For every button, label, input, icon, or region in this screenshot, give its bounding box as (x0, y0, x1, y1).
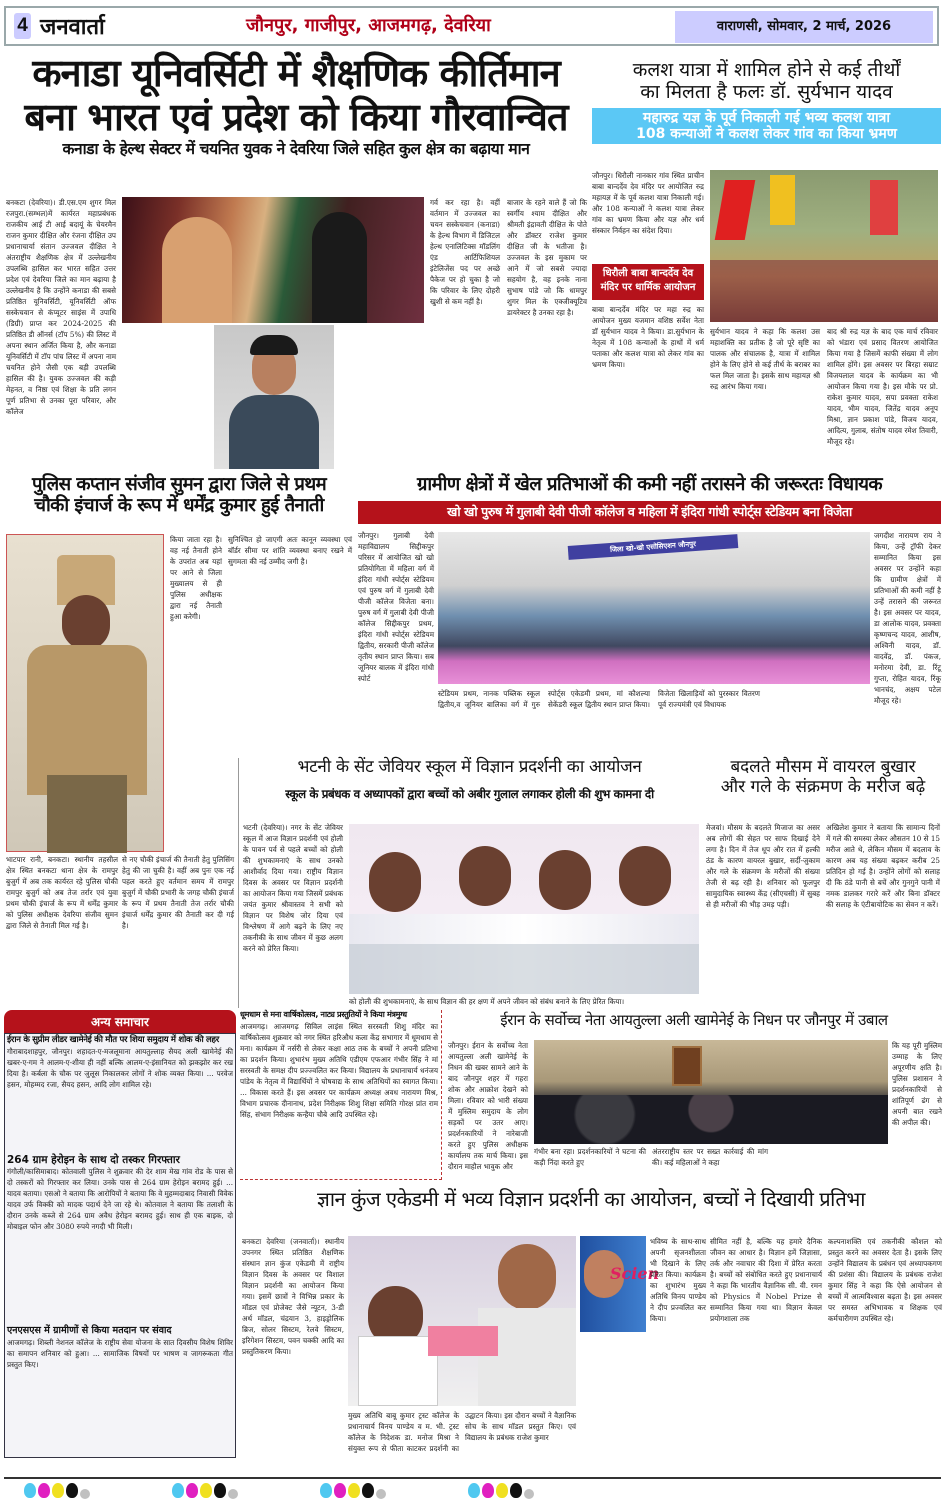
procession-photo (710, 170, 938, 322)
story-kho (358, 474, 941, 754)
headline: कनाडा यूनिवर्सिटी में शैक्षणिक कीर्तिमान (32, 51, 560, 95)
dateline: वाराणसी, सोमवार, 2 मार्च, 2026 (675, 11, 933, 43)
registration-dot (510, 1483, 522, 1498)
article-column: किया जाता रहा है। वह नई तैनाती होने के उपरांत अब यहां पर आने से जिला मुख्यालय से ही पुलिस अधीक्षक द्वारा नई तैनाती हुआ करेगी। (170, 535, 222, 621)
headline-2: चौकी इंचार्ज के रूप में धर्मेंद्र कुमार हुई तैनाती (34, 495, 324, 517)
district-list: जौनपुर, गाजीपुर, आजमगढ़, देवरिया (246, 15, 491, 36)
band-line: महारुद्र यज्ञ के पूर्व निकाली गई भव्य कलश यात्रा (642, 109, 891, 126)
other-news-section (4, 1010, 236, 1460)
article-column: मेजवां। मौसम के बदलते मिजाज का असर अब लोगों की सेहत पर साफ दिखाई देने लगा है। दिन में तेज धूप और रात में हल्की ठंड के कारण वायरल बुखार, सर्दी-जुकाम और गले के संक्रमण के मरीजों की संख्या तेजी से बढ़ रही है। शनिवार को फूलपुर सामुदायिक स्वास्थ्य केंद्र (सीएचसी) में सुबह से ही मरीजों की भीड़ उमड़ पड़ी। (706, 823, 820, 909)
headline: कलश यात्रा में शामिल होने से कई तीर्थों (632, 59, 901, 81)
photo-sign: Scien (610, 1264, 660, 1283)
registration-marks (320, 1483, 388, 1502)
story-canada (4, 52, 588, 470)
article-column: कल्पनाशक्ति एवं तकनीकी कौशल को प्रस्तुत करने का अवसर देता है। इसके लिए उन्होंने विद्यालय के प्रबंधन एवं अध्यापकगण की प्रशंसा की। विद्यालय के प्रबंधक राजेश कुमार सिंह ने कहा कि ऐसे आयोजन से बच्चों में आत्मविश्वास बढ़ता है। इस अवसर पर समस्त अभिभावक व शिक्षक एवं कर्मचारीगण उपस्थित रहे। (828, 1237, 942, 1323)
registration-dot (186, 1483, 198, 1498)
article-column: सीमित नहीं है, बल्कि यह हमारे दैनिक जीवन का आधार है। विज्ञान हमें जिज्ञासा, तर्क और नवाचार की दिशा में प्रेरित करता है। बच्चों को संबोधित करते हुए प्रधानाचार्य ने कहा कि भारतीय वैज्ञानिक सी. वी. रमन को Physics में Nobel Prize से सम्मानित किया गया था। विज्ञान केवल प्रयोगशाला तक (710, 1237, 822, 1323)
story-kalash (592, 60, 941, 470)
section-title: अन्य समाचार (4, 1010, 236, 1033)
registration-dot (376, 1489, 386, 1499)
article-column: भविष्य के साथ-साथ अपनी सृजनशीलता भी दिखाने के लिए प्रेरित किया। कार्यक्रम का शुभारंभ मुख्य अतिथि विनय पाण्डेय ने दीप प्रज्वलित कर किया। (650, 1237, 706, 1323)
article-body: आजमगढ़। आजमगढ़ सिविल लाइंस स्थित सरस्वती शिशु मंदिर का वार्षिकोत्सव शुक्रवार को नगर स्थित हरिऔध कला केंद्र सभागार में धूमधाम से मना। कार्यक्रम में नर्सरी से लेकर कक्षा आठ तक के बच्चों ने अपनी प्रतिभा का प्रदर्शन किया। शुभारंभ मुख्य अतिथि एडीएम एफआर गंभीर सिंह ने मां सरस्वती के समक्ष दीप प्रज्ज्वलित कर किया। विद्यालय के प्रधानाचार्य धनंजय पांडेय के नेतृत्व में विद्यार्थियों ने घोषवाद्य के साथ अतिथियों का स्वागत किया। ... विकास करते हैं। इस अवसर पर कार्यक्रम अध्यक्ष अवध नारायण मिश्र, विभाग प्रचारक दीनानाथ, प्रदेश निरीक्षक शिशु शिक्षा समिति गोरक्ष प्रांत राम सिंह, संभाग निरीक्षक कन्हैया चौबे आदि उपस्थित रहे। (240, 1022, 438, 1120)
photo-caption: को होली की शुभकामनाएं, के साथ विज्ञान की हर क्षण में अपने जीवन को संबंध बनाने के लिए प्रेरित किया। (349, 997, 625, 1006)
highlight-band: खो खो पुरुष में गुलाबी देवी पीजी कॉलेज व महिला में इंदिरा गांधी स्पोर्ट्स स्टेडियम बना विजेता (358, 501, 941, 523)
registration-dot (200, 1483, 212, 1498)
article-column: से नए चौकी इंचार्ज की तैनाती हेतु पुलिसिंग हेतु की जा चुकी है। वहीं अब पुनः एक नई पहल करते हुए वर्तमान समय में रामपुर बुजुर्ग में चौकी प्रभारी के जगह चौकी इंचार्ज के रूप में प्रथम तैनाती तेज तर्रार चौकी इंचार्ज धर्मेंद्र कुमार की तैनाती कर दी गई है। (122, 855, 234, 930)
officer-photo (6, 534, 164, 852)
article-column: बनकटा देवरिया (जनवार्ता)। स्थानीय उपनगर स्थित प्रतिष्ठित शैक्षणिक संस्थान ज्ञान कुंज एकेडमी में राष्ट्रीय विज्ञान दिवस के अवसर पर विशाल विज्ञान प्रदर्शनी का आयोजन किया गया। इसमें छात्रों ने विभिन्न प्रकार के मॉडल एवं प्रोजेक्ट जैसे न्यूटन, 3-डी अर्थ मॉडल, चंद्रयान 3, हाइड्रोलिक ब्रिज, सोलर सिस्टम, रेलवे सिस्टम, इरिगेशन सिस्टम, पवन चक्की आदि का प्रस्तुतिकरण किया। (242, 1237, 344, 1356)
article-column: अंतरराष्ट्रीय स्तर पर सख्त कार्रवाई की मांग की। कई महिलाओं ने कहा (652, 1147, 768, 1167)
principal-photo (580, 1236, 660, 1332)
headline-2: बना भारत एवं प्रदेश को किया गौरवान्वित (24, 94, 568, 139)
highlight-band (592, 108, 941, 144)
article-column: बाद श्री रुद्र यज्ञ के बाद एक मार्च रविवार को भंडारा एवं प्रसाद वितरण आयोजित किया गया है जिसमें काफी संख्या में लोग शामिल होंगे। इस अवसर पर बिरहा सम्राट विजयलाल यादव के कार्यक्रम का भी आयोजन किया गया है। इस मौके पर प्रो. राकेश कुमार यादव, सपा प्रवक्ता राकेश यादव, भीम यादव, जितेंद्र यादव अनूप मिश्रा, ज्ञान प्रकाश पांडे, विजय यादव, आदित्य, गुलाब, संतोष यादव रमेश तिवारी, मौजूद रहे। (827, 327, 938, 446)
article-column: सुनिश्चित हो जाएगी अतः कानून व्यवस्था एवं बॉर्डर सीमा पर शांति व्यवस्था बनाए रखने में सुगमता की नई उम्मीद जगी है। (228, 535, 352, 566)
registration-dot (348, 1483, 360, 1498)
article-column: बाजार के रहने वाले हैं जो कि स्वर्गीय श्याम दीक्षित और श्रीमती इंद्रावती दीक्षित के पोते और डॉक्टर राजेश कुमार दीक्षित जी के भतीजा है। उज्जवल के इस मुकाम पर आने में जो सबसे ज्यादा सहयोग है, वह इनके नाना सुभाष पांडे जो कि धामपुर शुगर मिल के एक्जीक्यूटिव डायरेक्टर है उनका रहा है। (507, 198, 587, 317)
subheadline: स्कूल के प्रबंधक व अध्यापकों द्वारा बच्चों को अबीर गुलाल लगाकर होली की शुभ कामना दी (285, 786, 654, 801)
story-iran (446, 1012, 942, 1182)
article-column: कि यह पूरी मुस्लिम उम्माह के लिए अपूरणीय क्षति है। पुलिस प्रशासन ने प्रदर्शनकारियों से शांतिपूर्ण ढंग से अपनी बात रखने की अपील की। (892, 1041, 942, 1127)
registration-dot (52, 1483, 64, 1498)
registration-marks (172, 1483, 240, 1502)
team-photo (438, 532, 870, 684)
story-annual (240, 1010, 442, 1180)
exhibition-photo (348, 1236, 576, 1406)
headline: ज्ञान कुंज एकेडमी में भव्य विज्ञान प्रदर्शनी का आयोजन, बच्चों ने दिखायी प्रतिभा (317, 1187, 865, 1211)
registration-dot (228, 1489, 238, 1499)
registration-dot (24, 1483, 36, 1498)
registration-dot (38, 1483, 50, 1498)
story-science-bhatni (238, 758, 700, 1008)
band-line-2: 108 कन्याओं ने कलश लेकर गांव का किया भ्रमण (636, 125, 897, 142)
article-column: भटनी (देवरिया)। नगर के सेंट जेवियर स्कूल में आज विज्ञान प्रदर्शनी एवं होली के पावन पर्व से पहले बच्चों को होली की शुभकामनाएं के साथ उनको आशीर्वाद दिया गया। राष्ट्रीय विज्ञान दिवस के अवसर पर विज्ञान प्रदर्शनी का आयोजन किया गया जिसमें प्रबंधक जयंत कुमार श्रीवास्तव ने सभी को विज्ञान पर विशेष जोर दिया एवं विश्लेषण में आगे बढ़ने के लिए नए तकनीकी के साथ जीवन में कुछ अलग करने को प्रेरित किया। (243, 823, 343, 953)
article-column: गर्व कर रहा है। वहीं वर्तमान में उज्जवल का चयन सस्केचवान (कनाडा) के हेल्थ विभाग में डिजिटल हेल्थ एनालिटिक्स मॉडलिंग एंड आर्टिफिशियल इंटेलिजेंस पद पर अच्छे पैकेज पर हो चुका है जो कि परिवार के लिए दोहरी खुशी से कम नहीं है। (430, 198, 500, 306)
headline-2: और गले के संक्रमण के मरीज बढ़े (720, 776, 926, 797)
caption-row: स्टेडियम प्रथम, नानक पब्लिक स्कूल द्वितीय,व जूनियर बालिका वर्ग में गुरु स्पोर्ट्स एकेडमी प्रथम, मां कौशल्या सेकेंडरी स्कूल द्वितीय स्थान प्राप्त किया। विजेता खिलाड़ियों को पुरस्कार वितरण पूर्व राज्यमंत्री एवं विधायक (438, 689, 760, 709)
article-column: जौनपुर। धिरौली नानकार गांव स्थित प्राचीन बाबा बान्दर्देव देव मंदिर पर आयोजित रुद्र महायज्ञ में के पूर्व कलश यात्रा निकाली गई। और 108 कन्याओं ने कलश यात्रा लेकर गांव का भ्रमण किया और यज्ञ और धर्म संस्कार निर्वहन का संदेश दिया। (592, 171, 704, 235)
headline: ग्रामीण क्षेत्रों में खेल प्रतिभाओं की कमी नहीं तरासने की जरूरतः विधायक (416, 474, 883, 495)
paper-name: जनवार्ता (40, 15, 105, 40)
article-column: जगदीश नारायण राय ने किया, उन्हें ट्रॉफी देकर सम्मानित किया इस अवसर पर उन्होंने कहा कि ग्रामीण क्षेत्रों में प्रतिभाओं की कमी नहीं है उन्हें तरासने की जरूरत है। इस अवसर पर यादव, डा आलोक यादव, प्रवक्ता कृष्णचन्द यादव, आशीष, अश्विनी यादव, डॉ. वादवेंद्र, डॉ. पंकज, मनोरमा देवी, डा. रिंटू गुप्ता, रोहित यादव, रिंकू भानचंद, अक्षय पटेल मौजूद रहे। (874, 531, 941, 705)
registration-dot (496, 1483, 508, 1498)
story-police (4, 474, 354, 754)
article-column: भाटपार रानी, बनकटा। स्थानीय तहसील क्षेत्र स्थित बनकटा थाना क्षेत्र के रामपुर बुजुर्ग में अब तक कार्यरत रहे पुलिस चौकी रामपुर बुजुर्ग को अब तेज तर्रार एवं युवा प्रथम चौकी इंचार्ज के रूप में धर्मेंद्र कुमार को पुलिस अधीक्षक देवरिया संजीव सुमन द्वारा जिले से तैनाती मिल गई है। (6, 855, 118, 930)
story-gyan (240, 1188, 942, 1463)
news-item-body: गौराबादशाहपुर, जौनपुर। शहादत-ए-मजलूमाना आयतुल्लाह सैयद अली खामेनेई की खबर-ए-गम ने आलम-ए-शीया ही नहीं बल्कि आलम-ए-इंसानियत को झकझोर कर रख दिया है। कर्बला के चौक पर जुलूस निकालकर लोगों ने शोक व्यक्त किया। ... परवेज हसन, मोहम्मद रजा, सैयद हसन, आदि लोग शामिल रहे। (7, 1046, 233, 1089)
article-column: गंभीर बना रहा। प्रदर्शनकारियों ने घटना की कड़ी निंदा करते हुए (534, 1147, 646, 1167)
portrait-photo (214, 325, 334, 469)
news-item-title: 264 ग्राम हेरोइन के साथ दो तस्कर गिरफ्तार (7, 1153, 180, 1166)
headline: ईरान के सर्वोच्च नेता आयतुल्ला अली खामेनेई के निधन पर जौनपुर में उबाल (500, 1011, 888, 1029)
bottom-rule (4, 1477, 941, 1479)
headline: बदलते मौसम में वायरल बुखार (730, 757, 916, 777)
page-number: 4 (14, 13, 31, 39)
headline: धूमधाम से मना वार्षिकोत्सव, नाट्य प्रस्तुतियों ने किया मंत्रमुग्ध (240, 1010, 407, 1019)
subhead-box: धिरौली बाबा बान्दर्देव देव मंदिर पर धार्मिक आयोजन (592, 264, 704, 300)
article-column: अखिलेश कुमार ने बताया कि सामान्य दिनों में गले की समस्या लेकर औसतन 10 से 15 मरीज आते थे, लेकिन मौसम में बदलाव के कारण अब यह संख्या बढ़कर करीब 25 प्रतिदिन हो गई है। उन्होंने लोगों को सलाह दी कि ठंडे पानी से बचें और गुनगुने पानी में नमक डालकर गरारे करें और बिना डॉक्टर की सलाह के एंटीबायोटिक का सेवन न करें। (826, 823, 940, 909)
subheadline: कनाडा के हेल्थ सेक्टर में चयनित युवक ने देवरिया जिले सहित कुल क्षेत्र का बढ़ाया मान (62, 140, 530, 159)
photo-banner: जिला खो-खो एसोसिएशन जौनपुर (568, 534, 739, 560)
news-box (4, 1033, 236, 1458)
article-column: सुर्यभान यादव ने कहा कि कलश उस महाशक्ति का प्रतीक है जो पूरे सृष्टि का पालक और संचालक है, यात्रा में शामिल होने के लिए होने से कई तीर्थ के बराबर का फल मिल जाता है। इसके साथ महायज्ञ श्री रुद्र आरंभ किया गया। (710, 327, 820, 391)
article-column: जौनपुर। ईरान के सर्वोच्च नेता आयतुल्ला अली खामेनेई के निधन की खबर सामने आने के बाद जौनपुर शहर में गहरा शोक और आक्रोश देखने को मिला। रविवार को भारी संख्या में मुस्लिम समुदाय के लोग सड़कों पर उतर आए। प्रदर्शनकारियों ने नारेबाजी करते हुए पुलिस अधीक्षक कार्यालय तक मार्च किया। इस दौरान माहौल भावुक और (448, 1041, 528, 1171)
article-column: बाबा बान्दर्देव मंदिर पर महा रुद्र का आयोजन मुख्य यजमान वशिष्ठ सर्वेश नेता डॉ सुर्यभान यादव ने किया। डा.सुर्यभान के नेतृत्व में 108 कन्याओं के हाथों में धर्म पताका और कलश यात्रा को लेकर गांव का भ्रमण किया। (592, 305, 704, 369)
protest-photo (534, 1040, 888, 1144)
registration-dot (334, 1483, 346, 1498)
news-item-title: ईरान के सुप्रीम लीडर खामेनेई की मौत पर शिया समुदाय में शोक की लहर (7, 1035, 219, 1045)
headline: पुलिस कप्तान संजीव सुमन द्वारा जिले से प्रथम (31, 474, 327, 495)
article-column: बनकटा (देवरिया)। डी.एस.एम शुगर मिल रजपुरा.(सम्भल)में कार्यरत महाप्रबंधक राजकीय आई टी आई बदायूं के चेयरमैन राजन कुमार दीक्षित और रंजना दीक्षित उप प्रधानाचार्या संतान उज्जवल दीक्षित ने अंतराष्ट्रीय शैक्षणिक क्षेत्र में उल्लेखनीय उपलब्धि हासिल कर भारत सहित उत्तर प्रदेश एवं देवरिया जिले का मान बढ़ाया है उल्लेखनीय है कि उन्होंने कनाडा की सबसे प्रतिष्ठित यूनिवर्सिटी, यूनिवर्सिटी ऑफ सस्केचवान से कंप्यूटर साइंस में उपाधि (डिग्री) प्राप्त कर 2024-2025 की प्रतिष्ठित डी ऑनर्स (टॉप 5%) की लिस्ट में अपना स्थान अर्जित किया है, और कनाडा यूनिवर्सिटी में टॉप पांच लिस्ट में अपना नाम चयनित होने जैसी एक बड़ी उपलब्धि हासिल की है। युवक उज्जवल की कड़ी मेहनत, व निष्ठा एवं शिक्षा के प्रति लगन पूर्ण प्रतिभा से उनका पूरा परिवार, और कॉलेज (6, 198, 116, 416)
news-item-body: गंगौली/कासिमाबाद। कोतवाली पुलिस ने शुक्रवार की देर शाम मेख गांव रोड के पास से दो तस्करों को गिरफ्तार कर लिया। उनके पास से 264 ग्राम हेरोइन बरामद हुई। ... यादव बताया। एसओ ने बताया कि आरोपियों ने बताया कि वे मुहम्मदाबाद निवासी विवेक यादव उर्फ विक्की को मादक पदार्थ देने जा रहे थे। कोतवाल ने बताया कि तलाशी के दौरान उनके कब्जे से 264 ग्राम अवैध हेरोइन बरामद हुई। साथ ही एक बाइक, दो मोबाइल फोन और 3080 रुपये नगदी भी मिली। (7, 1166, 233, 1231)
news-item-title: एनएसएस में ग्रामीणों से किया मतदान पर संवाद (7, 1324, 172, 1336)
headline: भटनी के सेंट जेवियर स्कूल में विज्ञान प्रदर्शनी का आयोजन (297, 757, 642, 777)
registration-dot (66, 1483, 78, 1498)
registration-dot (468, 1483, 480, 1498)
photo-caption: मुख्य अतिथि बाबू कुमार ट्रस्ट कॉलेज के प्रधानाचार्य विनय पाण्डेय व म. भी. ट्रस्ट कॉलेज के निदेशक डा. मनोज मिश्रा ने संयुक्त रूप से फीता काटकर प्रदर्शनी का उद्घाटन किया। इस दौरान बच्चों ने वैज्ञानिक सोच के साथ मॉडल प्रस्तुत किए। एवं विद्यालय के प्रबंधक राजेश कुमार (348, 1411, 576, 1453)
students-photo (349, 824, 699, 994)
news-item-body: आजमगढ़। शिब्ली नेशनल कॉलेज के राष्ट्रीय सेवा योजना के सात दिवसीय विशेष शिविर का समापन शनिवार को हुआ। ... सामाजिक विषयों पर भाषण व जागरूकता गीत प्रस्तुत किए। (7, 1337, 233, 1369)
print-marks (0, 1483, 945, 1501)
award-photo (122, 197, 424, 323)
registration-dot (524, 1489, 534, 1499)
masthead (4, 6, 939, 46)
registration-dot (362, 1483, 374, 1498)
headline-2: का मिलता है फलः डॉ. सुर्यभान यादव (640, 80, 893, 103)
registration-dot (80, 1489, 90, 1499)
article-column: जौनपुर। गुलाबी देवी महाविद्यालय सिद्दीकपुर परिसर में आयोजित खो खो प्रतियोगिता में महिला वर्ग में इंदिरा गांधी स्पोर्ट्स स्टेडियम एवं पुरुष वर्ग में गुलाबी देवी पीजी कॉलेज विजेता बना। पुरुष वर्ग में गुलाबी देवी पीजी कॉलेज सिद्दीकपुर प्रथम, इंदिरा गांधी स्पोर्ट्स स्टेडियम द्वितीय, सरकारी पीजी कॉलेज तृतीय स्थान प्राप्त किया। सब जूनियर बालक में इंदिरा गांधी स्पोर्ट (358, 531, 434, 683)
registration-marks (468, 1483, 536, 1502)
registration-dot (172, 1483, 184, 1498)
registration-dot (320, 1483, 332, 1498)
story-fever (704, 758, 942, 1008)
registration-marks (24, 1483, 92, 1502)
registration-dot (214, 1483, 226, 1498)
registration-dot (482, 1483, 494, 1498)
